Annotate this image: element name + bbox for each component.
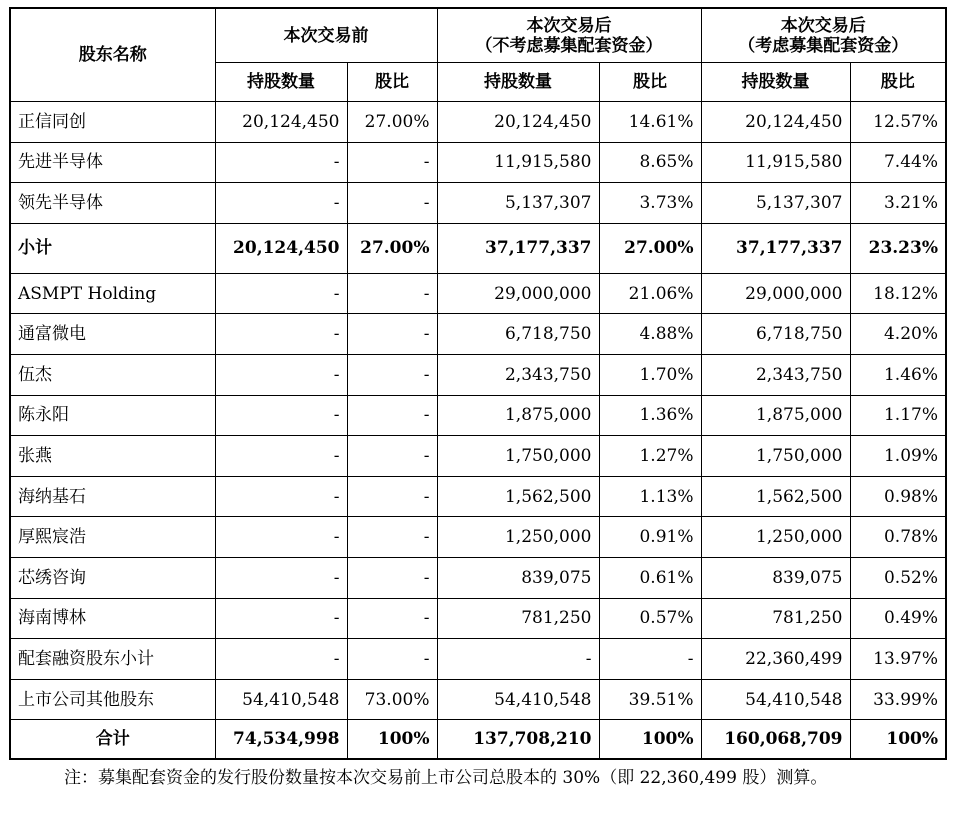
shares-after-incl: 6,718,750: [701, 314, 850, 355]
ratio-before: -: [347, 142, 437, 183]
table-row: [10, 598, 946, 639]
header-before-title: 本次交易前: [283, 25, 369, 46]
ratio-before: -: [347, 183, 437, 224]
header-after-incl-subtitle: （考虑募集配套资金）: [738, 35, 909, 56]
table-row: [10, 102, 946, 143]
table-row: [10, 679, 946, 720]
ratio-after-excl: 0.61%: [599, 557, 701, 598]
ratio-before: 100%: [347, 720, 437, 759]
shares-before: -: [215, 354, 347, 395]
ratio-before: -: [347, 517, 437, 558]
shares-after-excl: -: [437, 639, 599, 680]
shareholder-name: 合计: [10, 720, 215, 759]
shares-before: -: [215, 183, 347, 224]
shareholding-table: [9, 7, 947, 760]
shareholder-name: 张燕: [10, 436, 215, 477]
shares-after-incl: 54,410,548: [701, 679, 850, 720]
shares-after-excl: 1,875,000: [437, 395, 599, 436]
ratio-after-incl: 0.49%: [850, 598, 946, 639]
ratio-after-excl: 8.65%: [599, 142, 701, 183]
shares-after-excl: 6,718,750: [437, 314, 599, 355]
ratio-after-incl: 0.98%: [850, 476, 946, 517]
ratio-after-incl: 13.97%: [850, 639, 946, 680]
shares-after-excl: 2,343,750: [437, 354, 599, 395]
shareholder-name: 陈永阳: [10, 395, 215, 436]
shares-after-incl: 1,562,500: [701, 476, 850, 517]
ratio-after-incl: 1.17%: [850, 395, 946, 436]
ratio-after-incl: 1.09%: [850, 436, 946, 477]
footnote: 注：募集配套资金的发行股份数量按本次交易前上市公司总股本的 30%（即 22,360,499 股）测算。: [64, 768, 828, 788]
header-after-excl-title: 本次交易后: [526, 15, 612, 36]
table-row: [10, 142, 946, 183]
shares-after-incl: 1,750,000: [701, 436, 850, 477]
shares-after-excl: 11,915,580: [437, 142, 599, 183]
ratio-before: -: [347, 273, 437, 314]
shareholder-name: 正信同创: [10, 102, 215, 143]
ratio-after-excl: 1.13%: [599, 476, 701, 517]
shares-before: 74,534,998: [215, 720, 347, 759]
header-ratio-before: 股比: [347, 63, 437, 102]
header-after-incl-financing: [701, 8, 946, 63]
total-row: [10, 720, 946, 759]
shares-before: 20,124,450: [215, 102, 347, 143]
ratio-after-excl: 39.51%: [599, 679, 701, 720]
shares-after-incl: 5,137,307: [701, 183, 850, 224]
shares-after-excl: 29,000,000: [437, 273, 599, 314]
shareholder-name: 配套融资股东小计: [10, 639, 215, 680]
header-shares-after-incl: 持股数量: [701, 63, 850, 102]
ratio-after-incl: 12.57%: [850, 102, 946, 143]
header-before-transaction: [215, 8, 437, 63]
shares-after-excl: 781,250: [437, 598, 599, 639]
table-row: [10, 436, 946, 477]
ratio-before: -: [347, 476, 437, 517]
shares-before: 54,410,548: [215, 679, 347, 720]
ratio-after-excl: 4.88%: [599, 314, 701, 355]
shares-after-incl: 11,915,580: [701, 142, 850, 183]
ratio-after-excl: 14.61%: [599, 102, 701, 143]
ratio-after-excl: 21.06%: [599, 273, 701, 314]
ratio-after-incl: 0.78%: [850, 517, 946, 558]
subtotal-row: [10, 223, 946, 273]
shareholder-name: 小计: [10, 223, 215, 273]
ratio-before: -: [347, 354, 437, 395]
ratio-after-excl: 27.00%: [599, 223, 701, 273]
shares-after-incl: 2,343,750: [701, 354, 850, 395]
ratio-before: -: [347, 557, 437, 598]
shares-after-excl: 137,708,210: [437, 720, 599, 759]
table-row: [10, 639, 946, 680]
ratio-before: 27.00%: [347, 223, 437, 273]
shareholder-name: 厚熙宸浩: [10, 517, 215, 558]
shares-before: -: [215, 395, 347, 436]
header-shares-after-excl: 持股数量: [437, 63, 599, 102]
ratio-after-incl: 100%: [850, 720, 946, 759]
header-after-excl-subtitle: （不考虑募集配套资金）: [475, 35, 663, 56]
ratio-after-incl: 4.20%: [850, 314, 946, 355]
ratio-after-excl: 1.27%: [599, 436, 701, 477]
ratio-after-excl: 0.91%: [599, 517, 701, 558]
shares-before: -: [215, 436, 347, 477]
header-ratio-after-incl: 股比: [850, 63, 946, 102]
ratio-before: 73.00%: [347, 679, 437, 720]
ratio-after-incl: 1.46%: [850, 354, 946, 395]
shares-after-excl: 1,750,000: [437, 436, 599, 477]
shares-after-incl: 29,000,000: [701, 273, 850, 314]
ratio-after-incl: 33.99%: [850, 679, 946, 720]
ratio-before: -: [347, 598, 437, 639]
shares-after-excl: 839,075: [437, 557, 599, 598]
shares-after-incl: 20,124,450: [701, 102, 850, 143]
ratio-before: -: [347, 639, 437, 680]
shares-after-excl: 20,124,450: [437, 102, 599, 143]
ratio-after-incl: 0.52%: [850, 557, 946, 598]
shares-after-incl: 781,250: [701, 598, 850, 639]
shareholder-name: 海纳基石: [10, 476, 215, 517]
shares-before: -: [215, 598, 347, 639]
table-row: [10, 395, 946, 436]
ratio-before: -: [347, 395, 437, 436]
shareholder-name: 先进半导体: [10, 142, 215, 183]
table-row: [10, 314, 946, 355]
table-row: [10, 476, 946, 517]
shares-after-excl: 1,562,500: [437, 476, 599, 517]
shares-after-excl: 54,410,548: [437, 679, 599, 720]
shares-before: -: [215, 639, 347, 680]
shares-after-incl: 22,360,499: [701, 639, 850, 680]
shares-before: -: [215, 517, 347, 558]
shareholder-name: 伍杰: [10, 354, 215, 395]
shares-after-excl: 1,250,000: [437, 517, 599, 558]
ratio-after-excl: 0.57%: [599, 598, 701, 639]
shares-before: -: [215, 273, 347, 314]
ratio-after-excl: -: [599, 639, 701, 680]
header-after-excl-financing: [437, 8, 701, 63]
shares-after-incl: 839,075: [701, 557, 850, 598]
shareholder-name: 上市公司其他股东: [10, 679, 215, 720]
ratio-before: -: [347, 436, 437, 477]
shareholder-name: 海南博林: [10, 598, 215, 639]
shares-before: -: [215, 142, 347, 183]
ratio-after-incl: 3.21%: [850, 183, 946, 224]
table-row: [10, 517, 946, 558]
ratio-after-excl: 1.70%: [599, 354, 701, 395]
ratio-before: 27.00%: [347, 102, 437, 143]
shareholder-name: 芯绣咨询: [10, 557, 215, 598]
ratio-after-incl: 7.44%: [850, 142, 946, 183]
shareholder-name: ASMPT Holding: [10, 273, 215, 314]
shares-after-incl: 1,250,000: [701, 517, 850, 558]
shares-before: -: [215, 476, 347, 517]
table-row: [10, 183, 946, 224]
ratio-before: -: [347, 314, 437, 355]
header-ratio-after-excl: 股比: [599, 63, 701, 102]
shares-after-incl: 160,068,709: [701, 720, 850, 759]
table-row: [10, 354, 946, 395]
header-after-incl-title: 本次交易后: [780, 15, 866, 36]
table-row: [10, 557, 946, 598]
shares-before: 20,124,450: [215, 223, 347, 273]
table-row: [10, 273, 946, 314]
shares-after-incl: 1,875,000: [701, 395, 850, 436]
ratio-after-incl: 23.23%: [850, 223, 946, 273]
shares-before: -: [215, 557, 347, 598]
shareholder-name: 通富微电: [10, 314, 215, 355]
ratio-after-excl: 1.36%: [599, 395, 701, 436]
shares-after-excl: 37,177,337: [437, 223, 599, 273]
ratio-after-excl: 3.73%: [599, 183, 701, 224]
shares-after-incl: 37,177,337: [701, 223, 850, 273]
shares-after-excl: 5,137,307: [437, 183, 599, 224]
shares-before: -: [215, 314, 347, 355]
header-shareholder-name: 股东名称: [10, 8, 215, 102]
header-shares-before: 持股数量: [215, 63, 347, 102]
ratio-after-excl: 100%: [599, 720, 701, 759]
shareholder-name: 领先半导体: [10, 183, 215, 224]
ratio-after-incl: 18.12%: [850, 273, 946, 314]
